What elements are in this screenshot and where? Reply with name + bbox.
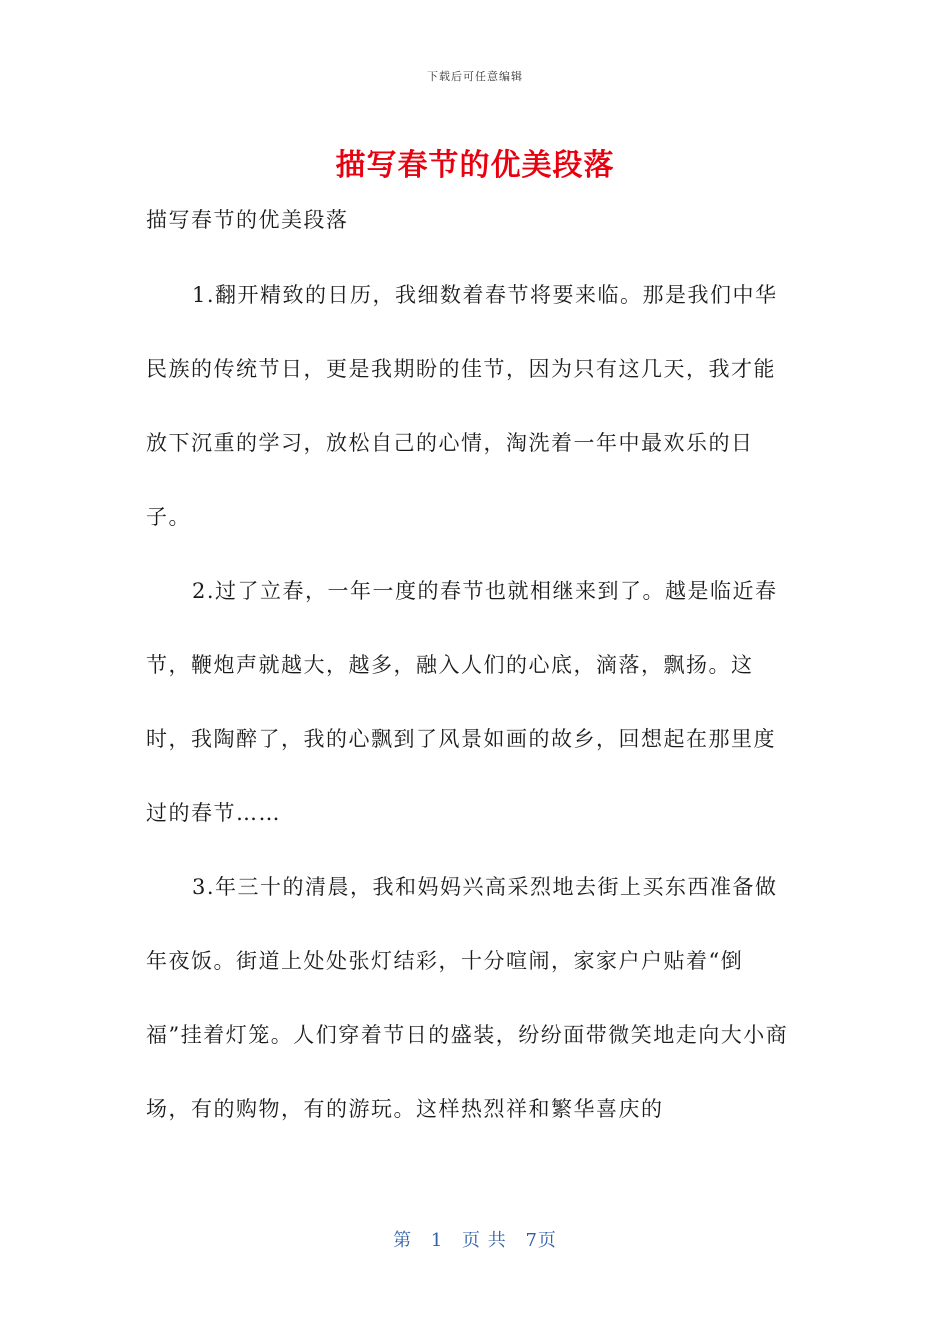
document-title: 描写春节的优美段落 [335, 148, 615, 183]
paragraph-1: 1.翻开精致的日历，我细数着春节将要来临。那是我们中华民族的传统节日，更是我期盼的佳节，因为只有这几天，我才能放下沉重的学习，放松自己的心情，淘洗着一年中最欢乐的日子。 [146, 283, 778, 529]
footer-page-number: 1 [430, 1230, 444, 1251]
footer-mid: 页 共 [462, 1230, 507, 1251]
paragraph-2: 2.过了立春，一年一度的春节也就相继来到了。越是临近春节，鞭炮声就越大，越多，融入人们的心底，滴落，飘扬。这时，我陶醉了，我的心飘到了风景如画的故乡，回想起在那里度过的春节…… [146, 579, 778, 825]
footer-prefix: 第 [393, 1230, 413, 1251]
page-footer [0, 1226, 950, 1252]
paragraph-list [146, 258, 796, 1146]
paragraph-3: 3.年三十的清晨，我和妈妈兴高采烈地去街上买东西准备做年夜饭。街道上处处张灯结彩，十分喧闹，家家户户贴着“倒福”挂着灯笼。人们穿着节日的盛装，纷纷面带微笑地走向大小商场，有的购物，有的游玩。这样热烈祥和繁华喜庆的 [146, 875, 789, 1121]
header-note: 下载后可任意编辑 [427, 70, 523, 83]
document-subtitle: 描写春节的优美段落 [146, 208, 349, 232]
footer-total: 7页 [525, 1230, 557, 1251]
